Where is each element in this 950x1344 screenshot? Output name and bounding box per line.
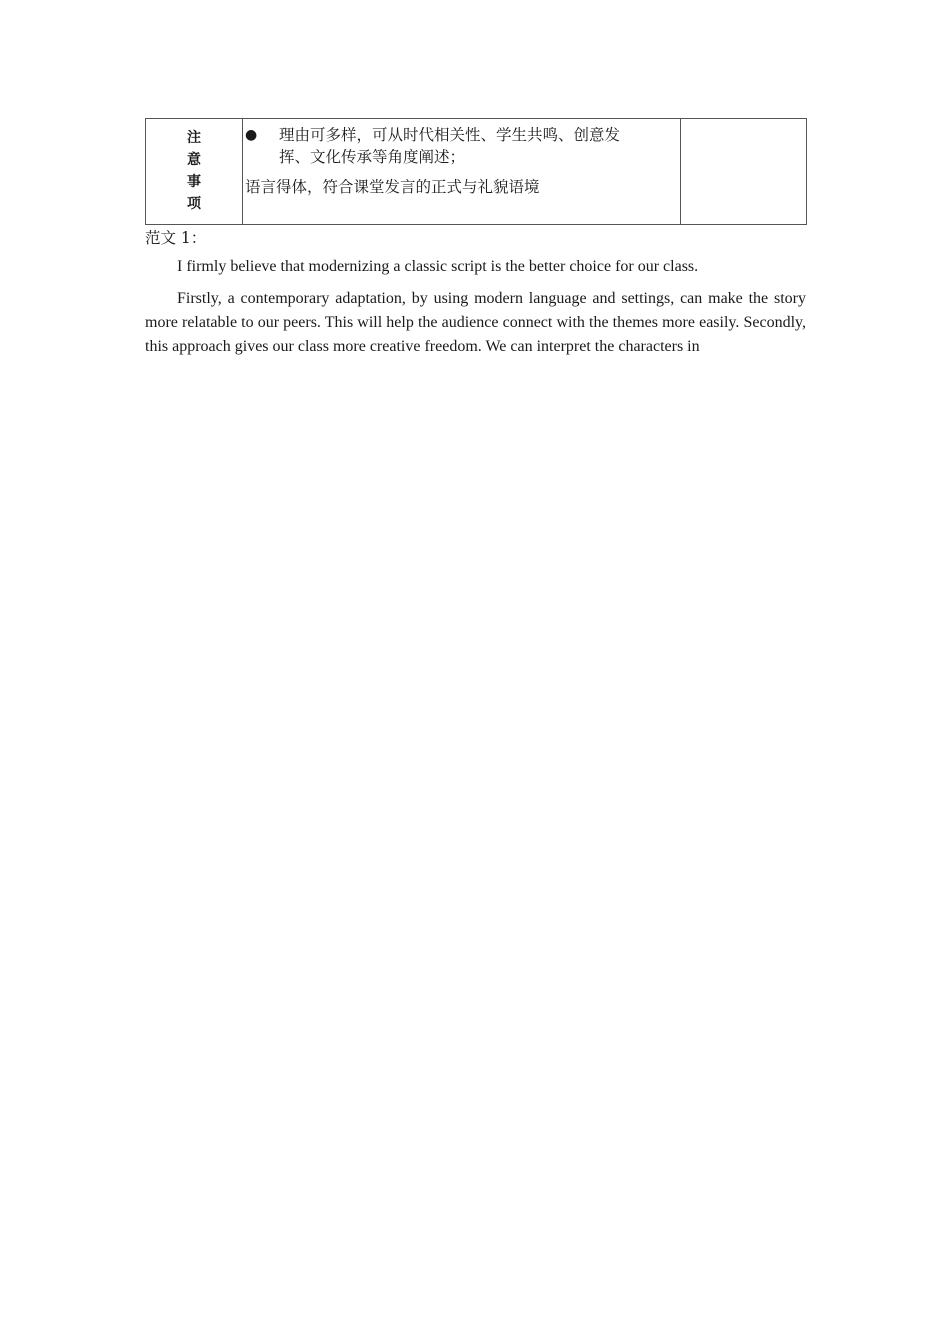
bullet-icon: ● <box>245 127 258 143</box>
notes-bullet-line: 理由可多样，可从时代相关性、学生共鸣、创意发 <box>279 126 621 144</box>
essay-body <box>145 255 806 367</box>
essay-paragraph: I firmly believe that modernizing a classic script is the better choice for our class. <box>177 258 699 275</box>
notes-bullet-item <box>243 124 680 168</box>
notes-bullet-text <box>279 124 680 168</box>
notes-plain-line: 语言得体，符合课堂发言的正式与礼貌语境 <box>245 178 540 196</box>
notes-content-cell <box>243 119 681 225</box>
notes-label-char: 事 <box>187 174 201 190</box>
notes-label <box>146 119 242 215</box>
notes-label-char: 项 <box>187 196 201 212</box>
example-heading: 范文 1： <box>145 229 207 247</box>
notes-table <box>145 118 807 225</box>
notes-label-char: 注 <box>187 130 201 146</box>
notes-bullet-line: 挥、文化传承等角度阐述； <box>279 148 466 166</box>
notes-label-cell <box>146 119 243 225</box>
essay-paragraph: Firstly, a contemporary adaptation, by using modern language and settings, can make the story more relatable to our peers. This will help the audience connect with the themes more easily. Secondly, this approach gives our class more creative freedom. We can interpret the characters in <box>145 290 806 355</box>
notes-label-char: 意 <box>187 152 201 168</box>
notes-empty-cell <box>681 119 807 225</box>
